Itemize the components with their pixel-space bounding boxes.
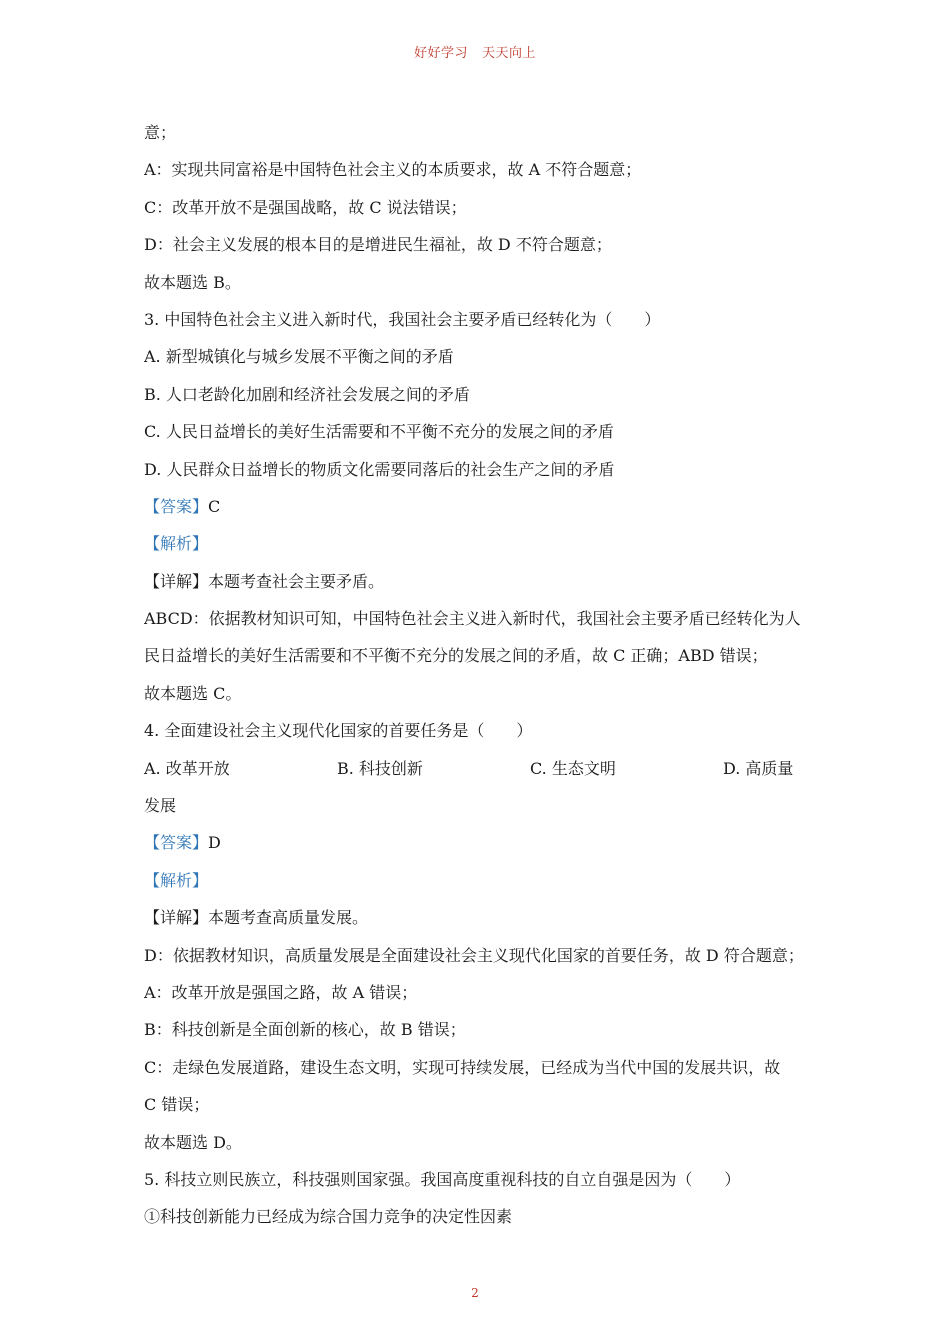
question-4-option-c: C. 生态文明 bbox=[530, 758, 616, 778]
answer-value: C bbox=[208, 496, 221, 516]
detail-text: 本题考查社会主要矛盾。 bbox=[208, 571, 385, 591]
text-line: A：改革开放是强国之路，故 A 错误； bbox=[144, 982, 418, 1002]
header-motto-left: 好好学习 bbox=[413, 46, 468, 61]
question-4-analysis bbox=[144, 862, 810, 899]
detail-tag: 【详解】 bbox=[144, 571, 209, 591]
question-3-option-d: D. 人民群众日益增长的物质文化需要同落后的社会生产之间的矛盾 bbox=[144, 459, 615, 479]
question-5-item-1: ①科技创新能力已经成为综合国力竞争的决定性因素 bbox=[144, 1207, 513, 1227]
page-header bbox=[0, 42, 950, 61]
question-5-stem: 5. 科技立则民族立，科技强则国家强。我国高度重视科技的自立自强是因为（ ） bbox=[144, 1169, 741, 1189]
answer-tag: 【答案】 bbox=[144, 833, 209, 853]
text-line: D：社会主义发展的根本目的是增进民生福祉，故 D 不符合题意； bbox=[144, 235, 612, 255]
question-3-analysis bbox=[144, 525, 810, 562]
detail-text: 本题考查高质量发展。 bbox=[208, 908, 369, 928]
question-4-options bbox=[144, 750, 810, 787]
question-3-option-a: A. 新型城镇化与城乡发展不平衡之间的矛盾 bbox=[144, 347, 454, 367]
text-line: C 错误； bbox=[144, 1095, 210, 1115]
question-4-answer bbox=[144, 824, 810, 861]
question-3-detail bbox=[144, 563, 810, 600]
answer-tag: 【答案】 bbox=[144, 496, 209, 516]
text-line: ABCD：依据教材知识可知，中国特色社会主义进入新时代，我国社会主要矛盾已经转化为人 bbox=[144, 609, 801, 629]
question-3-option-b: B. 人口老龄化加剧和经济社会发展之间的矛盾 bbox=[144, 384, 470, 404]
detail-tag: 【详解】 bbox=[144, 908, 209, 928]
page-number: 2 bbox=[471, 1286, 479, 1300]
header-motto-right: 天天向上 bbox=[482, 46, 537, 61]
text-line: 故本题选 D。 bbox=[144, 1132, 242, 1152]
analysis-tag: 【解析】 bbox=[144, 870, 209, 890]
question-4-stem: 4. 全面建设社会主义现代化国家的首要任务是（ ） bbox=[144, 721, 533, 741]
text-line: 意； bbox=[144, 123, 177, 142]
question-4-option-a: A. 改革开放 bbox=[144, 758, 230, 778]
text-line: B：科技创新是全面创新的核心，故 B 错误； bbox=[144, 1020, 466, 1040]
question-4-option-b: B. 科技创新 bbox=[337, 758, 423, 778]
question-4-detail bbox=[144, 899, 810, 936]
text-line: D：依据教材知识，高质量发展是全面建设社会主义现代化国家的首要任务，故 D 符合题意； bbox=[144, 945, 804, 965]
text-line: C：改革开放不是强国战略，故 C 说法错误； bbox=[144, 197, 467, 217]
question-3-option-c: C. 人民日益增长的美好生活需要和不平衡不充分的发展之间的矛盾 bbox=[144, 422, 614, 442]
text-line: 故本题选 B。 bbox=[144, 272, 241, 292]
question-3-answer bbox=[144, 488, 810, 525]
analysis-tag: 【解析】 bbox=[144, 534, 209, 554]
question-4-option-d-continued: 发展 bbox=[144, 796, 177, 816]
answer-value: D bbox=[208, 833, 221, 853]
text-line: 民日益增长的美好生活需要和不平衡不充分的发展之间的矛盾，故 C 正确；ABD 错误； bbox=[144, 646, 768, 666]
question-3-stem: 3. 中国特色社会主义进入新时代，我国社会主要矛盾已经转化为（ ） bbox=[144, 309, 661, 329]
text-line: C：走绿色发展道路，建设生态文明，实现可持续发展，已经成为当代中国的发展共识，故 bbox=[144, 1057, 781, 1077]
text-line: A：实现共同富裕是中国特色社会主义的本质要求，故 A 不符合题意； bbox=[144, 160, 642, 180]
question-4-option-d: D. 高质量 bbox=[723, 758, 794, 778]
document-body bbox=[144, 114, 810, 1236]
text-line: 故本题选 C。 bbox=[144, 683, 242, 703]
